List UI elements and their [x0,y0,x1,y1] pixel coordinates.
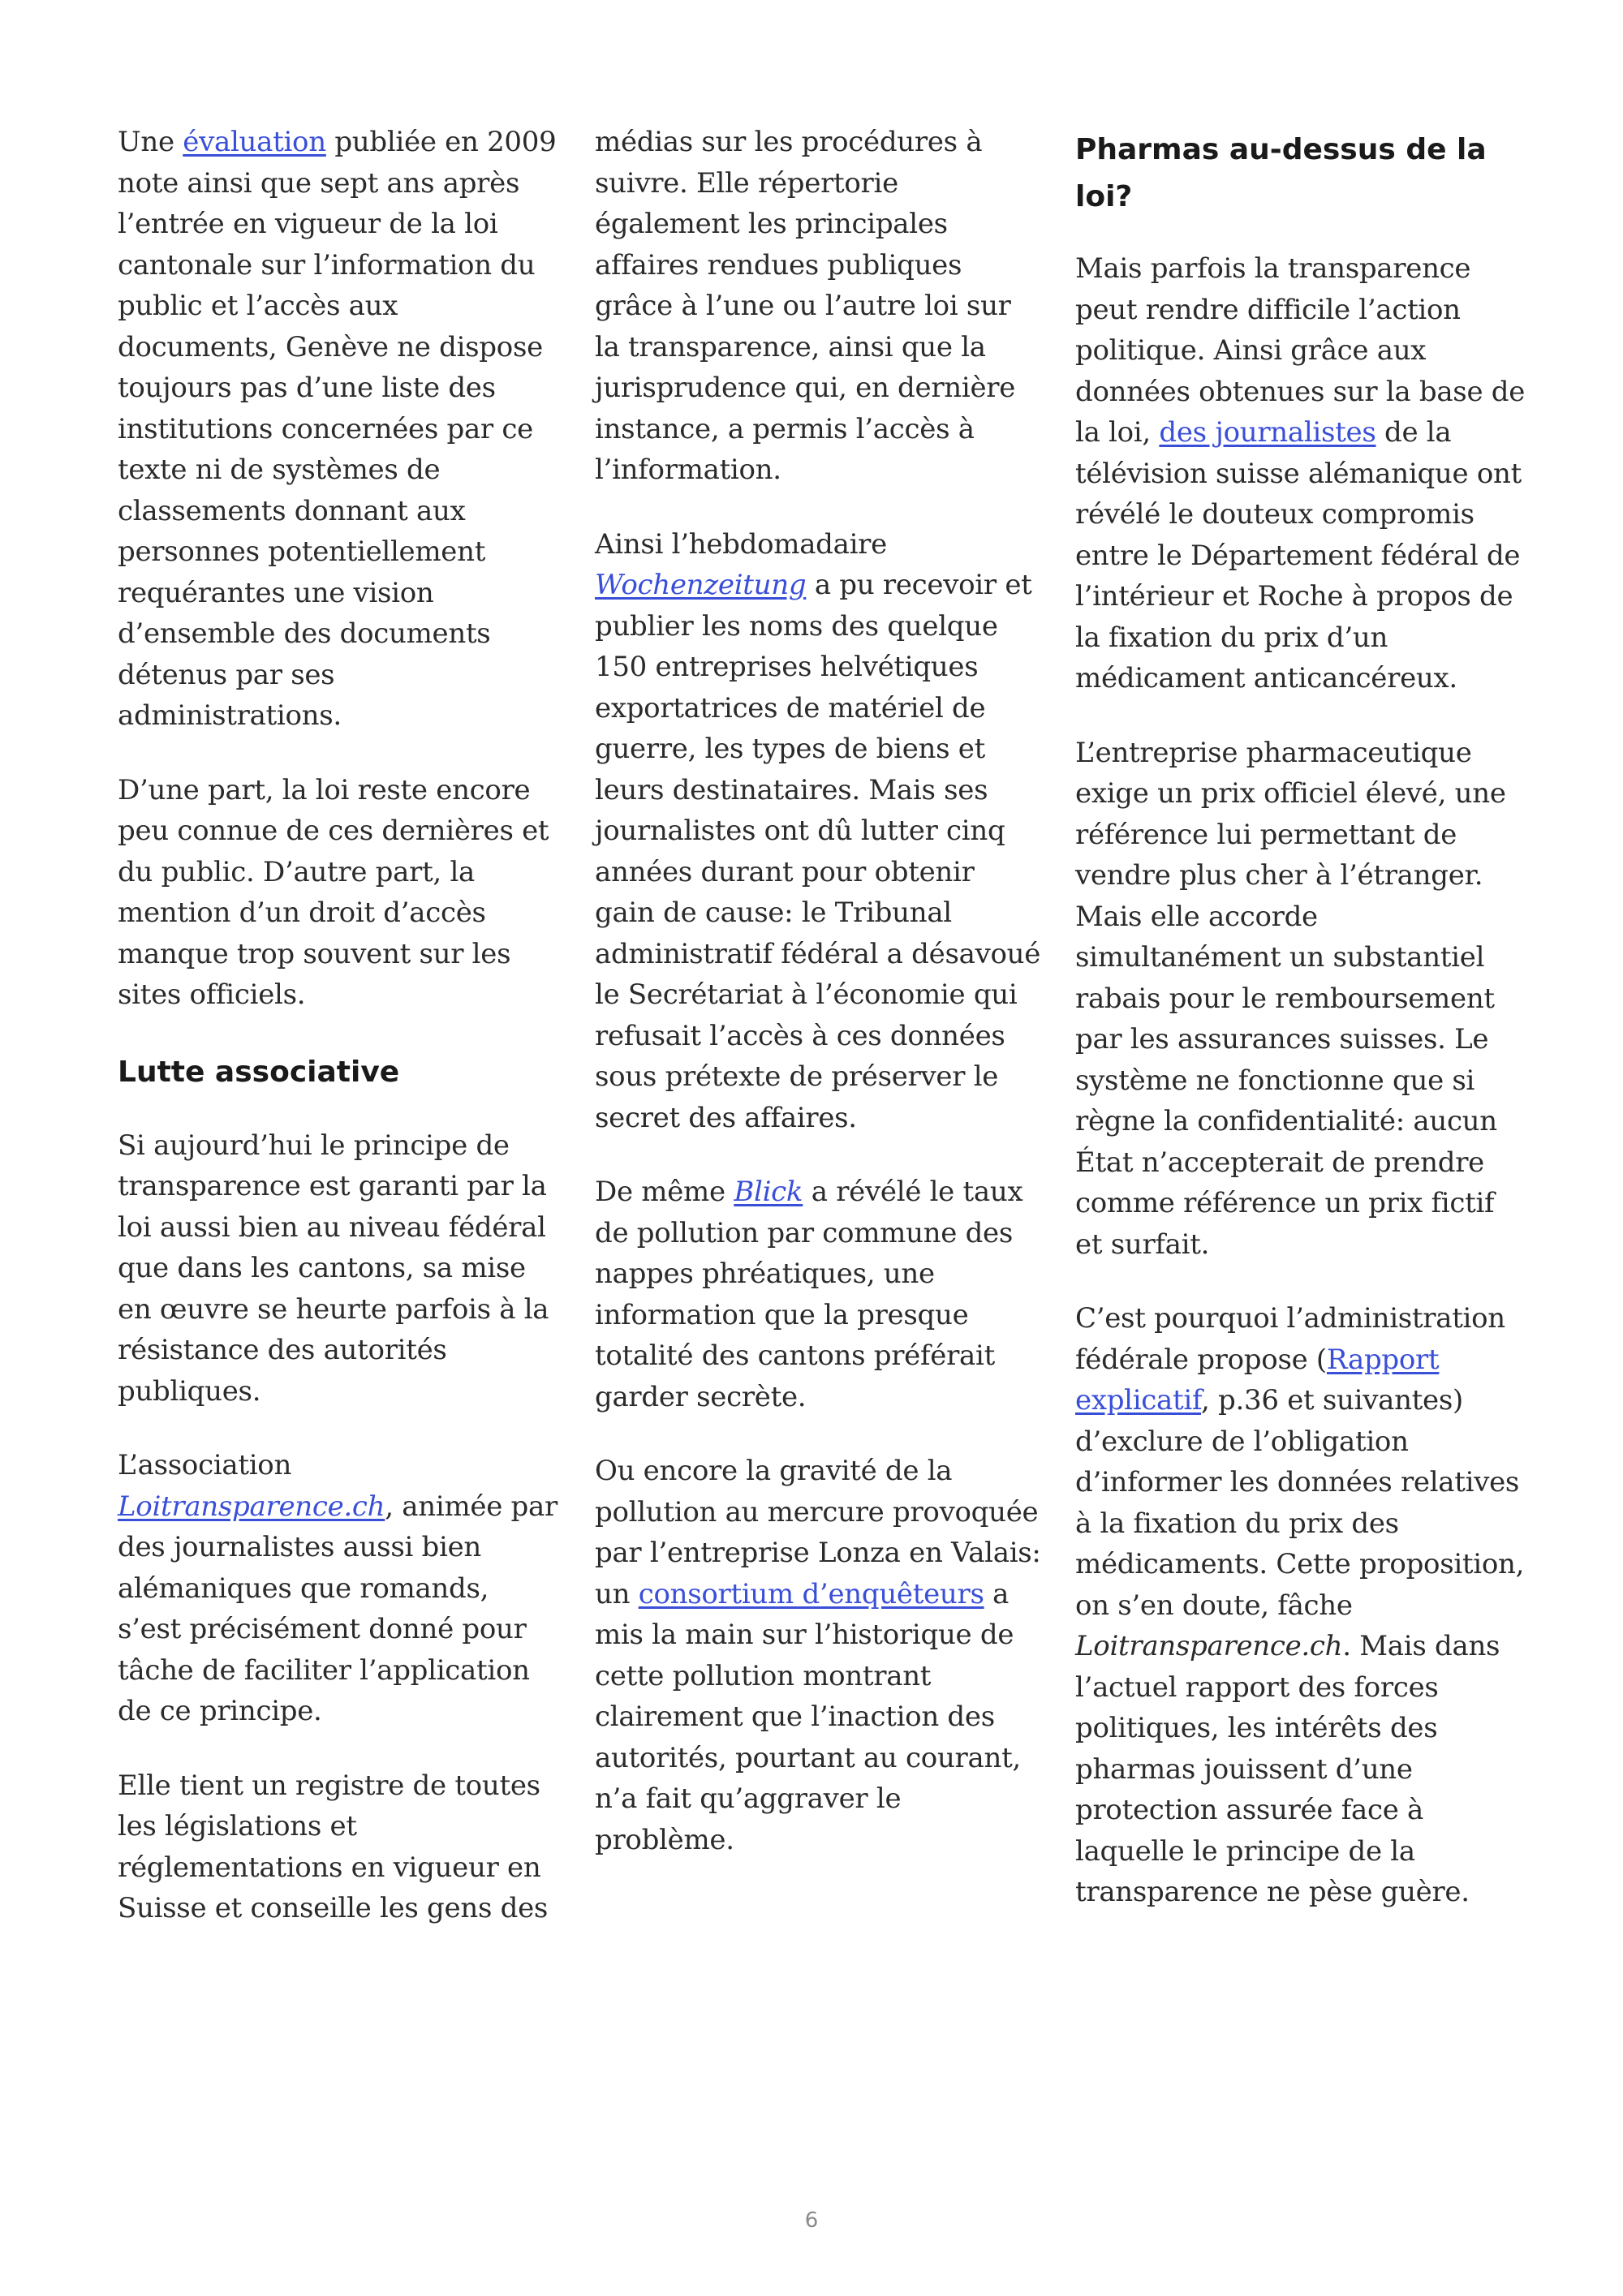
paragraph-entreprise-pharmaceutique: L’entreprise pharmaceutique exige un prix officiel élevé, une référence lui permettant de vendre plus cher à l’étranger. Mais elle accorde simultanément un substantiel rabais pour le remboursement par les assurances suisses. Le système ne fonctionne que si règne la confidentialité: aucun État n’accepterait de prendre comme référence un prix fictif et surfait. [1075,736,1506,1261]
heading-pharmas: Pharmas au-dessus de la loi? [1075,133,1487,213]
paragraph-procedures: médias sur les procédures à suivre. Elle répertorie également les principales affaires rendues publiques grâce à l’une ou l’autre loi sur la transparence, ainsi que la jurisprudence qui, en dernière instance, a permis l’accès à l’information. [595,126,1016,486]
paragraph-blick [595,1172,1041,1417]
paragraph-principe-transparence: Si aujourd’hui le principe de transparence est garanti par la loi aussi bien au niveau fédéral que dans les cantons, sa mise en œuvre se heurte parfois à la résistance des autorités publiques. [118,1129,549,1408]
heading-lutte-associative: Lutte associative [118,1055,400,1089]
text: C’est pourquoi l’administration fédérale propose ( [1075,1302,1505,1376]
link-blick[interactable]: Blick [734,1176,803,1208]
text: Une [118,126,183,158]
paragraph-wochenzeitung [595,524,1041,1139]
paragraph-association [118,1445,560,1732]
link-evaluation[interactable]: évaluation [183,126,326,158]
text-loitransparence-italic: Loitransparence.ch [1075,1630,1343,1662]
text: Ainsi l’hebdomadaire [595,527,887,561]
text: Ou encore la gravité de la pollution au mercure provoquée par l’entreprise Lonza en Valais: un [595,1455,1041,1610]
text: . Mais dans l’actuel rapport des forces politiques, les intérêts des pharmas jouissent d’une protection assurée face à laquelle le principe de la transparence ne pèse guère. [1075,1630,1500,1908]
text: Mais parfois la transparence peut rendre difficile l’action politique. Ainsi grâce aux données obtenues sur la base de la loi, [1075,252,1526,449]
text: publiée en 2009 note ainsi que sept ans après l’entrée en vigueur de la loi cantonale sur l’information du public et l’accès aux documents, Genève ne dispose toujours pas d’une liste des institutions concernées par ce texte ni de systèmes de classements donnant aux personnes potentiellement requérantes une vision d’ensemble des documents détenus par ses administrations. [118,126,557,732]
text: De même [595,1176,734,1208]
column-2 [595,122,1041,1894]
text: a révélé le taux de pollution par commune des nappes phréatiques, une information que la presque totalité des cantons préférait garder secrète. [595,1176,1023,1413]
text: L’association [118,1449,292,1481]
link-loitransparence[interactable]: Loitransparence.ch [118,1490,385,1523]
link-des-journalistes[interactable]: des journalistes [1159,416,1376,449]
text: , animée par des journalistes aussi bien alémaniques que romands, s’est précisément donné pour tâche de faciliter l’application de ce principe. [118,1490,558,1727]
paragraph-loi-peu-connue: D’une part, la loi reste encore peu connue de ces dernières et du public. D’autre part, la mention d’un droit d’accès manque trop souvent sur les sites officiels. [118,773,549,1011]
text: a pu recevoir et publier les noms des quelque 150 entreprises helvétiques exportatrices de matériel de guerre, les types de biens et leurs destinataires. Mais ses journalistes ont dû lutter cinq années durant pour obtenir gain de cause: le Tribunal administratif fédéral a désavoué le Secrétariat à l’économie qui refusait l’accès à ces données sous prétexte de préserver le secret des affaires. [595,569,1041,1134]
text: a mis la main sur l’historique de cette pollution montrant clairement que l’inaction des autorités, pourtant au courant, n’a fait qu’aggraver le problème. [595,1577,1021,1856]
link-consortium[interactable]: consortium d’enquêteurs [638,1577,984,1610]
paragraph-evaluation [118,122,560,737]
text: de la télévision suisse alémanique ont révélé le douteux compromis entre le Département fédéral de l’intérieur et Roche à propos de la fixation du prix d’un médicament anticancéreux. [1075,416,1522,694]
column-3 [1075,122,1530,1946]
paragraph-registre: Elle tient un registre de toutes les législations et réglementations en vigueur en Suisse et conseille les gens des [118,1769,549,1924]
text: , p.36 et suivantes) d’exclure de l’obligation d’informer les données relatives à la fixation du prix des médicaments. Cette proposition, on s’en doute, fâche [1075,1384,1525,1622]
paragraph-administration [1075,1298,1530,1913]
link-rapport-explicatif[interactable]: Rapport explicatif [1075,1343,1440,1417]
paragraph-journalistes [1075,248,1530,699]
column-1 [118,122,560,1963]
paragraph-lonza [595,1451,1041,1860]
link-wochenzeitung[interactable]: Wochenzeitung [595,569,807,601]
page-number: 6 [804,2208,819,2233]
